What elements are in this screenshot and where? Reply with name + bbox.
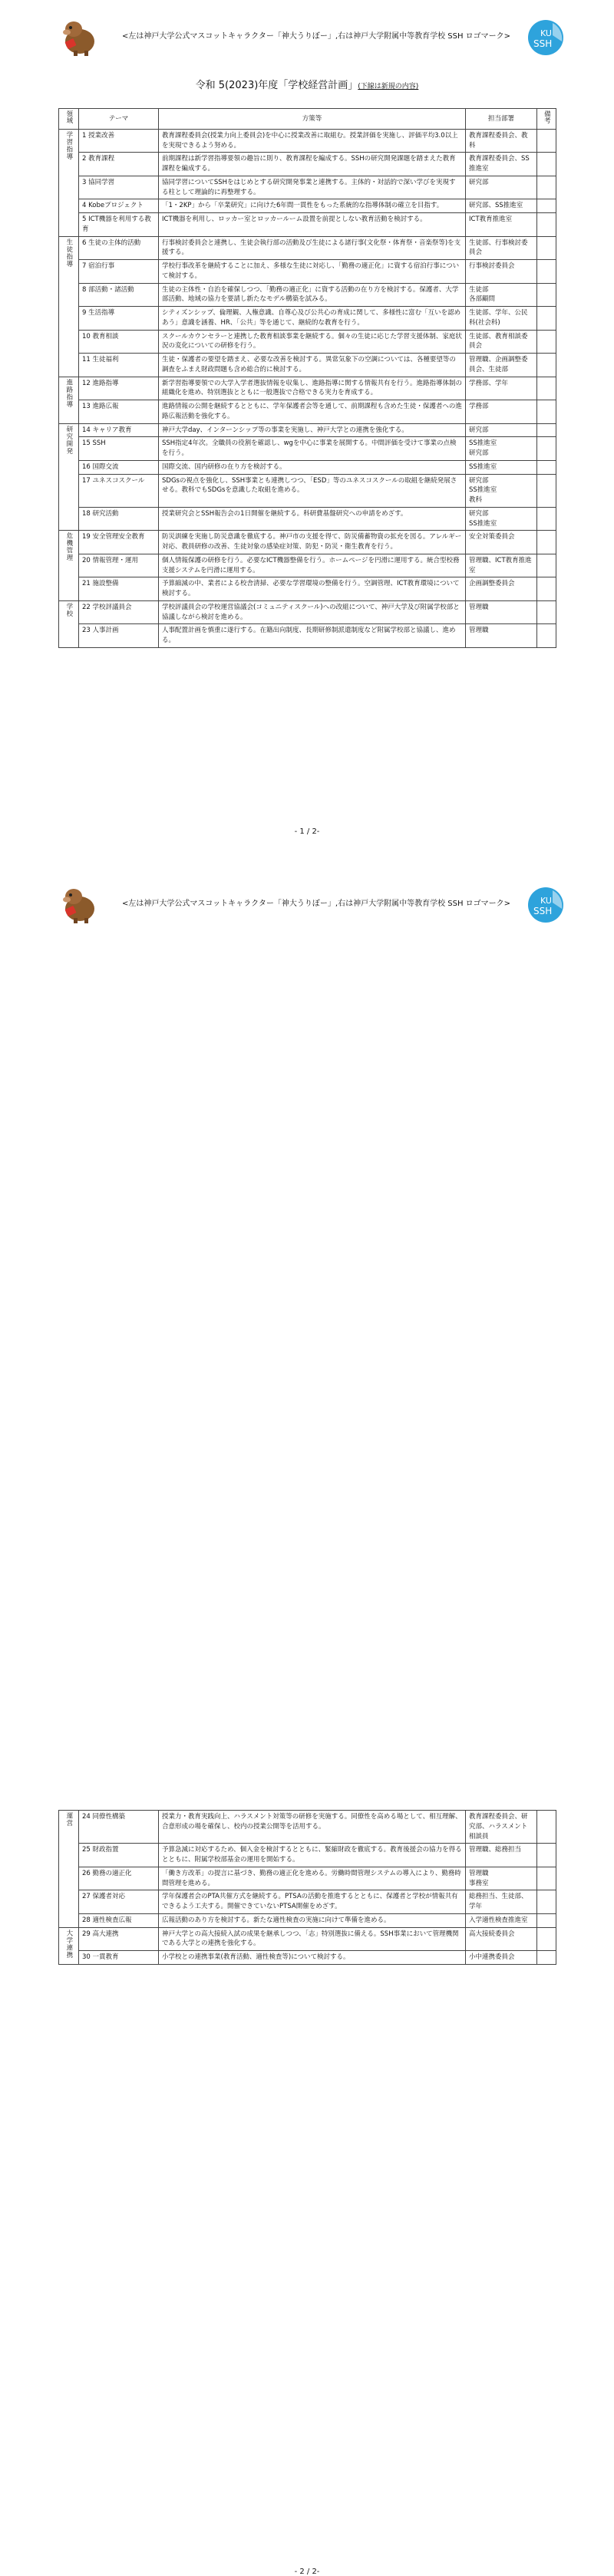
policy-cell: 学校評議員会の学校運営協議会(コミュニティスクール)への改組について、神戸大学及び附属学校部と協議しながら検討を進める。 (159, 600, 466, 624)
dept-cell: 管理職 (466, 624, 537, 648)
area-cell (59, 600, 79, 647)
theme-cell: 25 財政指置 (79, 1844, 159, 1867)
dept-cell: 研究部 SS推進室 (466, 507, 537, 531)
policy-cell: 前期課程は新学習指導要領の趣旨に則り、教育課程を編成する。SSHの研究開発課題を踏まえた教育課程を編成する。 (159, 153, 466, 176)
policy-cell: 授業力・教育実践向上、ハラスメント対策等の研修を実施する。同僚性を高める場として、相互理解、合意形成の場を確保し、校内の授業公開等を活用する。 (159, 1811, 466, 1844)
policy-cell: 国際交流、国内研修の在り方を検討する。 (159, 460, 466, 474)
area-cell (59, 423, 79, 531)
area-cell (59, 236, 79, 377)
theme-cell: 23 人事計画 (79, 624, 159, 648)
remarks-cell (537, 437, 556, 461)
table-row (59, 600, 556, 624)
policy-cell: 学年保護者会のPTA共催方式を継続する。PTSAの活動を推進するとともに、保護者と学校が情報共有できるよう工夫する。開催できていないPTSA開催をめざす。 (159, 1890, 466, 1914)
page-title (0, 77, 614, 91)
remarks-cell (537, 1890, 556, 1914)
table-row (59, 1867, 556, 1890)
table-row (59, 474, 556, 507)
theme-cell: 3 協同学習 (79, 176, 159, 199)
table-row (59, 400, 556, 424)
policy-cell: ICT機器を利用し、ロッカー室とロッカールーム設置を前提としない教育活動を検討する。 (159, 213, 466, 237)
theme-cell: 5 ICT機器を利用する教育 (79, 213, 159, 237)
mascot-uribo-icon (57, 15, 100, 58)
area-label: 運営 (64, 1812, 73, 1827)
theme-cell: 27 保護者対応 (79, 1890, 159, 1914)
table-row (59, 377, 556, 400)
policy-cell: 授業研究会とSSH報告会の1日開催を継続する。科研費基盤研究への申請をめざす。 (159, 507, 466, 531)
table-row (59, 153, 556, 176)
theme-cell: 20 情報管理・運用 (79, 554, 159, 577)
plan-table-page-2 (58, 1810, 556, 1965)
theme-cell: 26 勤務の適正化 (79, 1867, 159, 1890)
dept-cell: 生徒部 各部顧問 (466, 283, 537, 307)
theme-cell: 18 研究活動 (79, 507, 159, 531)
theme-cell: 4 Kobeプロジェクト (79, 199, 159, 213)
header-caption: <左は神戸大学公式マスコットキャラクター「神大うりぼー」,右は神戸大学附属中等教育学校 SSH ロゴマーク> (121, 900, 511, 908)
plan-table-body-page-1 (59, 129, 556, 647)
dept-cell: 研究部、SS推進室 (466, 199, 537, 213)
dept-cell: 研究部 SS推進室 教科 (466, 474, 537, 507)
remarks-cell (537, 1913, 556, 1927)
remarks-cell (537, 1867, 556, 1890)
dept-cell: 生徒部、行事検討委員会 (466, 236, 537, 260)
area-cell (59, 129, 79, 236)
area-cell (59, 377, 79, 423)
dept-cell: 学務部 (466, 400, 537, 424)
remarks-cell (537, 1844, 556, 1867)
policy-cell: 予算縮減の中、業者による校舎清掃、必要な学習環境の整備を行う。空調管理、ICT教育環境について検討する。 (159, 577, 466, 601)
dept-cell: 研究部 (466, 423, 537, 437)
dept-cell: 研究部 (466, 176, 537, 199)
policy-cell: 生徒・保護者の要望を踏まえ、必要な改善を検討する。異常気象下の空調については、各種要望等の調査をふまえ財政問題も含め総合的に検討する。 (159, 354, 466, 377)
area-label: 学習指導 (64, 130, 73, 160)
remarks-cell (537, 577, 556, 601)
table-row (59, 129, 556, 153)
theme-cell: 28 適性検査広報 (79, 1913, 159, 1927)
remarks-cell (537, 624, 556, 648)
dept-cell: 高大接続委員会 (466, 1927, 537, 1951)
table-row (59, 507, 556, 531)
remarks-cell (537, 531, 556, 554)
table-row (59, 437, 556, 461)
table-row (59, 554, 556, 577)
dept-cell: 教育課程委員会、研究部、ハラスメント相談員 (466, 1811, 537, 1844)
table-row (59, 213, 556, 237)
remarks-cell (537, 330, 556, 354)
policy-cell: 教育課程委員会(授業力向上委員会)を中心に授業改善に取組む。授業評価を実施し、評価平均3.0以上を実現できるよう努める。 (159, 129, 466, 153)
theme-cell: 6 生徒の主体的活動 (79, 236, 159, 260)
theme-cell: 17 ユネスコスクール (79, 474, 159, 507)
dept-cell: 総務担当、生徒部、学年 (466, 1890, 537, 1914)
policy-cell: 予算急減に対応するため、個入金を検討するとともに、緊縮財政を徹底する。教育後援会の協力を得るとともに、附属学校部基金の運用を開始する。 (159, 1844, 466, 1867)
remarks-cell (537, 377, 556, 400)
policy-cell: スクールカウンセラーと連携した教育相談事業を継続する。個々の生徒に応じた学習支援体制、家庭状況の変化についての研修を行う。 (159, 330, 466, 354)
area-cell (59, 531, 79, 601)
ku-ssh-logo-icon (527, 18, 565, 57)
policy-cell: 「1・2KP」から「卒業研究」に向けた6年間一貫性をもった系統的な指導体制の確立を目指す。 (159, 199, 466, 213)
remarks-cell (537, 1927, 556, 1951)
theme-cell: 16 国際交流 (79, 460, 159, 474)
remarks-cell (537, 554, 556, 577)
theme-cell: 7 宿泊行事 (79, 260, 159, 284)
dept-cell: 管理職、企画調整委員会、生徒部 (466, 354, 537, 377)
table-header-row (59, 109, 556, 130)
ku-ssh-logo-icon (527, 886, 565, 924)
ssh-logo-top-text: KU (540, 896, 552, 906)
remarks-cell (537, 507, 556, 531)
col-header-theme: テーマ (79, 109, 159, 130)
dept-cell: 企画調整委員会 (466, 577, 537, 601)
dept-cell: SS推進室 研究部 (466, 437, 537, 461)
col-header-area: 領域 (59, 109, 79, 130)
table-row (59, 283, 556, 307)
area-label: 大学連携 (64, 1929, 73, 1959)
remarks-cell (537, 129, 556, 153)
theme-cell: 2 教育課程 (79, 153, 159, 176)
page-header (57, 883, 565, 926)
theme-cell: 29 高大連携 (79, 1927, 159, 1951)
policy-cell: 神戸大学day、インターンシップ等の事業を実施し、神戸大学との連携を強化する。 (159, 423, 466, 437)
remarks-cell (537, 307, 556, 331)
table-row (59, 423, 556, 437)
policy-cell: 生徒の主体性・自治を確保しつつ、「勤務の適正化」に資する活動の在り方を検討する。保護者、大学部活動、地域の協力を要請し新たなモデル構築を試みる。 (159, 283, 466, 307)
dept-cell: SS推進室 (466, 460, 537, 474)
table-row (59, 1811, 556, 1844)
theme-cell: 19 安全管理安全教育 (79, 531, 159, 554)
area-label: 研究開発 (64, 425, 73, 455)
page-number-1: - 1 / 2- (294, 827, 320, 836)
table-row (59, 1913, 556, 1927)
policy-cell: 神戸大学との高大接続入試の成果を継承しつつ、「志」特別選抜に備える。SSH事業において管理機関である大学との連携を強化する。 (159, 1927, 466, 1951)
ssh-logo-bottom-text: SSH (533, 906, 553, 916)
remarks-cell (537, 1811, 556, 1844)
title-note: (下線は新規の内容) (358, 83, 419, 90)
remarks-cell (537, 236, 556, 260)
policy-cell: SSH指定4年次。全職員の役割を確認し、wgを中心に事業を展開する。中間評価を受けて事業の点検を行う。 (159, 437, 466, 461)
remarks-cell (537, 1951, 556, 1965)
theme-cell: 15 SSH (79, 437, 159, 461)
page-number-2: - 2 / 2- (294, 2568, 320, 2576)
table-row (59, 199, 556, 213)
page-2 (0, 867, 614, 2576)
remarks-cell (537, 283, 556, 307)
table-row (59, 460, 556, 474)
policy-cell: 防災訓練を実施し防災意識を徹底する。神戸市の支援を得て、防災備蓄物資の拡充を図る。アレルギー対応、教員研修の改善、生徒対象の感染症対策、防犯・防災・衛生教育を行う。 (159, 531, 466, 554)
table-row (59, 624, 556, 648)
policy-cell: シティズンシップ、倫理観、人権意識、自尊心及び公共心の育成に関して、多様性に富む「互いを認めあう」意識を涵養、HR、「公共」等を通じて、継続的な教育を行う。 (159, 307, 466, 331)
table-row (59, 531, 556, 554)
title-main: 令和 5(2023)年度「学校経営計画」 (195, 80, 358, 91)
remarks-cell (537, 474, 556, 507)
dept-cell: ICT教育推進室 (466, 213, 537, 237)
table-row (59, 1844, 556, 1867)
policy-cell: SDGsの視点を強化し、SSH事業とも連携しつつ、「ESD」等のユネスコスクールの取組を継続発展させる。教科でもSDGsを意識した取組を進める。 (159, 474, 466, 507)
remarks-cell (537, 600, 556, 624)
plan-table-page-1 (58, 108, 556, 648)
plan-table-body-page-2 (59, 1811, 556, 1965)
dept-cell: 入学適性検査推進室 (466, 1913, 537, 1927)
theme-cell: 24 同僚性構築 (79, 1811, 159, 1844)
theme-cell: 10 教育相談 (79, 330, 159, 354)
policy-cell: 進路情報の公開を継続するとともに、学年保護者会等を通して、前期課程も含めた生徒・保護者への進路広報活動を強化する。 (159, 400, 466, 424)
dept-cell: 生徒部、教育相談委員会 (466, 330, 537, 354)
col-header-policy: 方策等 (159, 109, 466, 130)
mascot-uribo-icon (57, 883, 100, 926)
policy-cell: 新学習指導要領での大学入学者選抜情報を収集し、進路指導に関する情報共有を行う。進路指導体制の組織化を進め、特別選抜とともに一般選抜で合格できる実力を育成する。 (159, 377, 466, 400)
area-label: 危機管理 (64, 532, 73, 562)
area-cell (59, 1811, 79, 1928)
area-label: 生徒指導 (64, 238, 73, 268)
table-row (59, 176, 556, 199)
table-row (59, 1927, 556, 1951)
table-row (59, 260, 556, 284)
policy-cell: 行事検討委員会と連携し、生徒会執行部の活動及び生徒による諸行事(文化祭・体育祭・音楽祭等)を支援する。 (159, 236, 466, 260)
dept-cell: 教育課程委員会、教科 (466, 129, 537, 153)
dept-cell: 管理職、総務担当 (466, 1844, 537, 1867)
theme-cell: 1 授業改善 (79, 129, 159, 153)
page-header (57, 15, 565, 58)
area-cell (59, 1927, 79, 1964)
col-header-remarks: 備考 (537, 109, 556, 130)
policy-cell: 協同学習についてSSHをはじめとする研究開発事業と連携する。主体的・対話的で深い学びを実現する柱として理論的に再整理する。 (159, 176, 466, 199)
dept-cell: 安全対策委員会 (466, 531, 537, 554)
dept-cell: 教育課程委員会、SS推進室 (466, 153, 537, 176)
remarks-cell (537, 213, 556, 237)
table-row (59, 1951, 556, 1965)
table-row (59, 236, 556, 260)
theme-cell: 9 生活指導 (79, 307, 159, 331)
table-row (59, 1890, 556, 1914)
policy-cell: 広報活動のあり方を検討する。新たな適性検査の実施に向けて準備を進める。 (159, 1913, 466, 1927)
policy-cell: 人事配置計画を慎重に遂行する。在籍出向制度、長期研修制派遣制度など附属学校部と協議し、進める。 (159, 624, 466, 648)
remarks-cell (537, 460, 556, 474)
policy-cell: 「働き方改革」の提言に基づき、勤務の適正化を進める。労働時間管理システムの導入により、勤務時間管理を進める。 (159, 1867, 466, 1890)
area-label: 学校 (64, 602, 73, 617)
theme-cell: 8 部活動・諸活動 (79, 283, 159, 307)
dept-cell: 管理職、ICT教育推進室 (466, 554, 537, 577)
remarks-cell (537, 199, 556, 213)
table-row (59, 354, 556, 377)
dept-cell: 管理職 (466, 600, 537, 624)
dept-cell: 学務部、学年 (466, 377, 537, 400)
dept-cell: 生徒部、学年、公民科(社会科) (466, 307, 537, 331)
theme-cell: 22 学校評議員会 (79, 600, 159, 624)
remarks-cell (537, 423, 556, 437)
remarks-cell (537, 153, 556, 176)
ssh-logo-bottom-text: SSH (533, 38, 553, 49)
theme-cell: 30 一貫教育 (79, 1951, 159, 1965)
dept-cell: 行事検討委員会 (466, 260, 537, 284)
theme-cell: 12 進路指導 (79, 377, 159, 400)
remarks-cell (537, 260, 556, 284)
theme-cell: 13 進路広報 (79, 400, 159, 424)
policy-cell: 学校行事改革を継続することに加え、多様な生徒に対応し、「勤務の適正化」に資する宿泊行事について検討する。 (159, 260, 466, 284)
area-label: 進路指導 (64, 378, 73, 408)
dept-cell: 小中連携委員会 (466, 1951, 537, 1965)
dept-cell: 管理職 事務室 (466, 1867, 537, 1890)
ssh-logo-top-text: KU (540, 28, 552, 38)
table-row (59, 330, 556, 354)
theme-cell: 11 生徒福利 (79, 354, 159, 377)
theme-cell: 21 施設整備 (79, 577, 159, 601)
theme-cell: 14 キャリア教育 (79, 423, 159, 437)
remarks-cell (537, 354, 556, 377)
remarks-cell (537, 176, 556, 199)
page-1 (0, 0, 614, 867)
col-header-dept: 担当部署 (466, 109, 537, 130)
header-caption: <左は神戸大学公式マスコットキャラクター「神大うりぼー」,右は神戸大学附属中等教育学校 SSH ロゴマーク> (121, 32, 511, 41)
table-row (59, 307, 556, 331)
remarks-cell (537, 400, 556, 424)
policy-cell: 小学校との連携事業(教育活動、適性検査等)について検討する。 (159, 1951, 466, 1965)
table-row (59, 577, 556, 601)
policy-cell: 個人情報保護の研修を行う。必要なICT機器整備を行う。ホームページを円滑に運用する。統合型校務支援システムを円滑に運用する。 (159, 554, 466, 577)
